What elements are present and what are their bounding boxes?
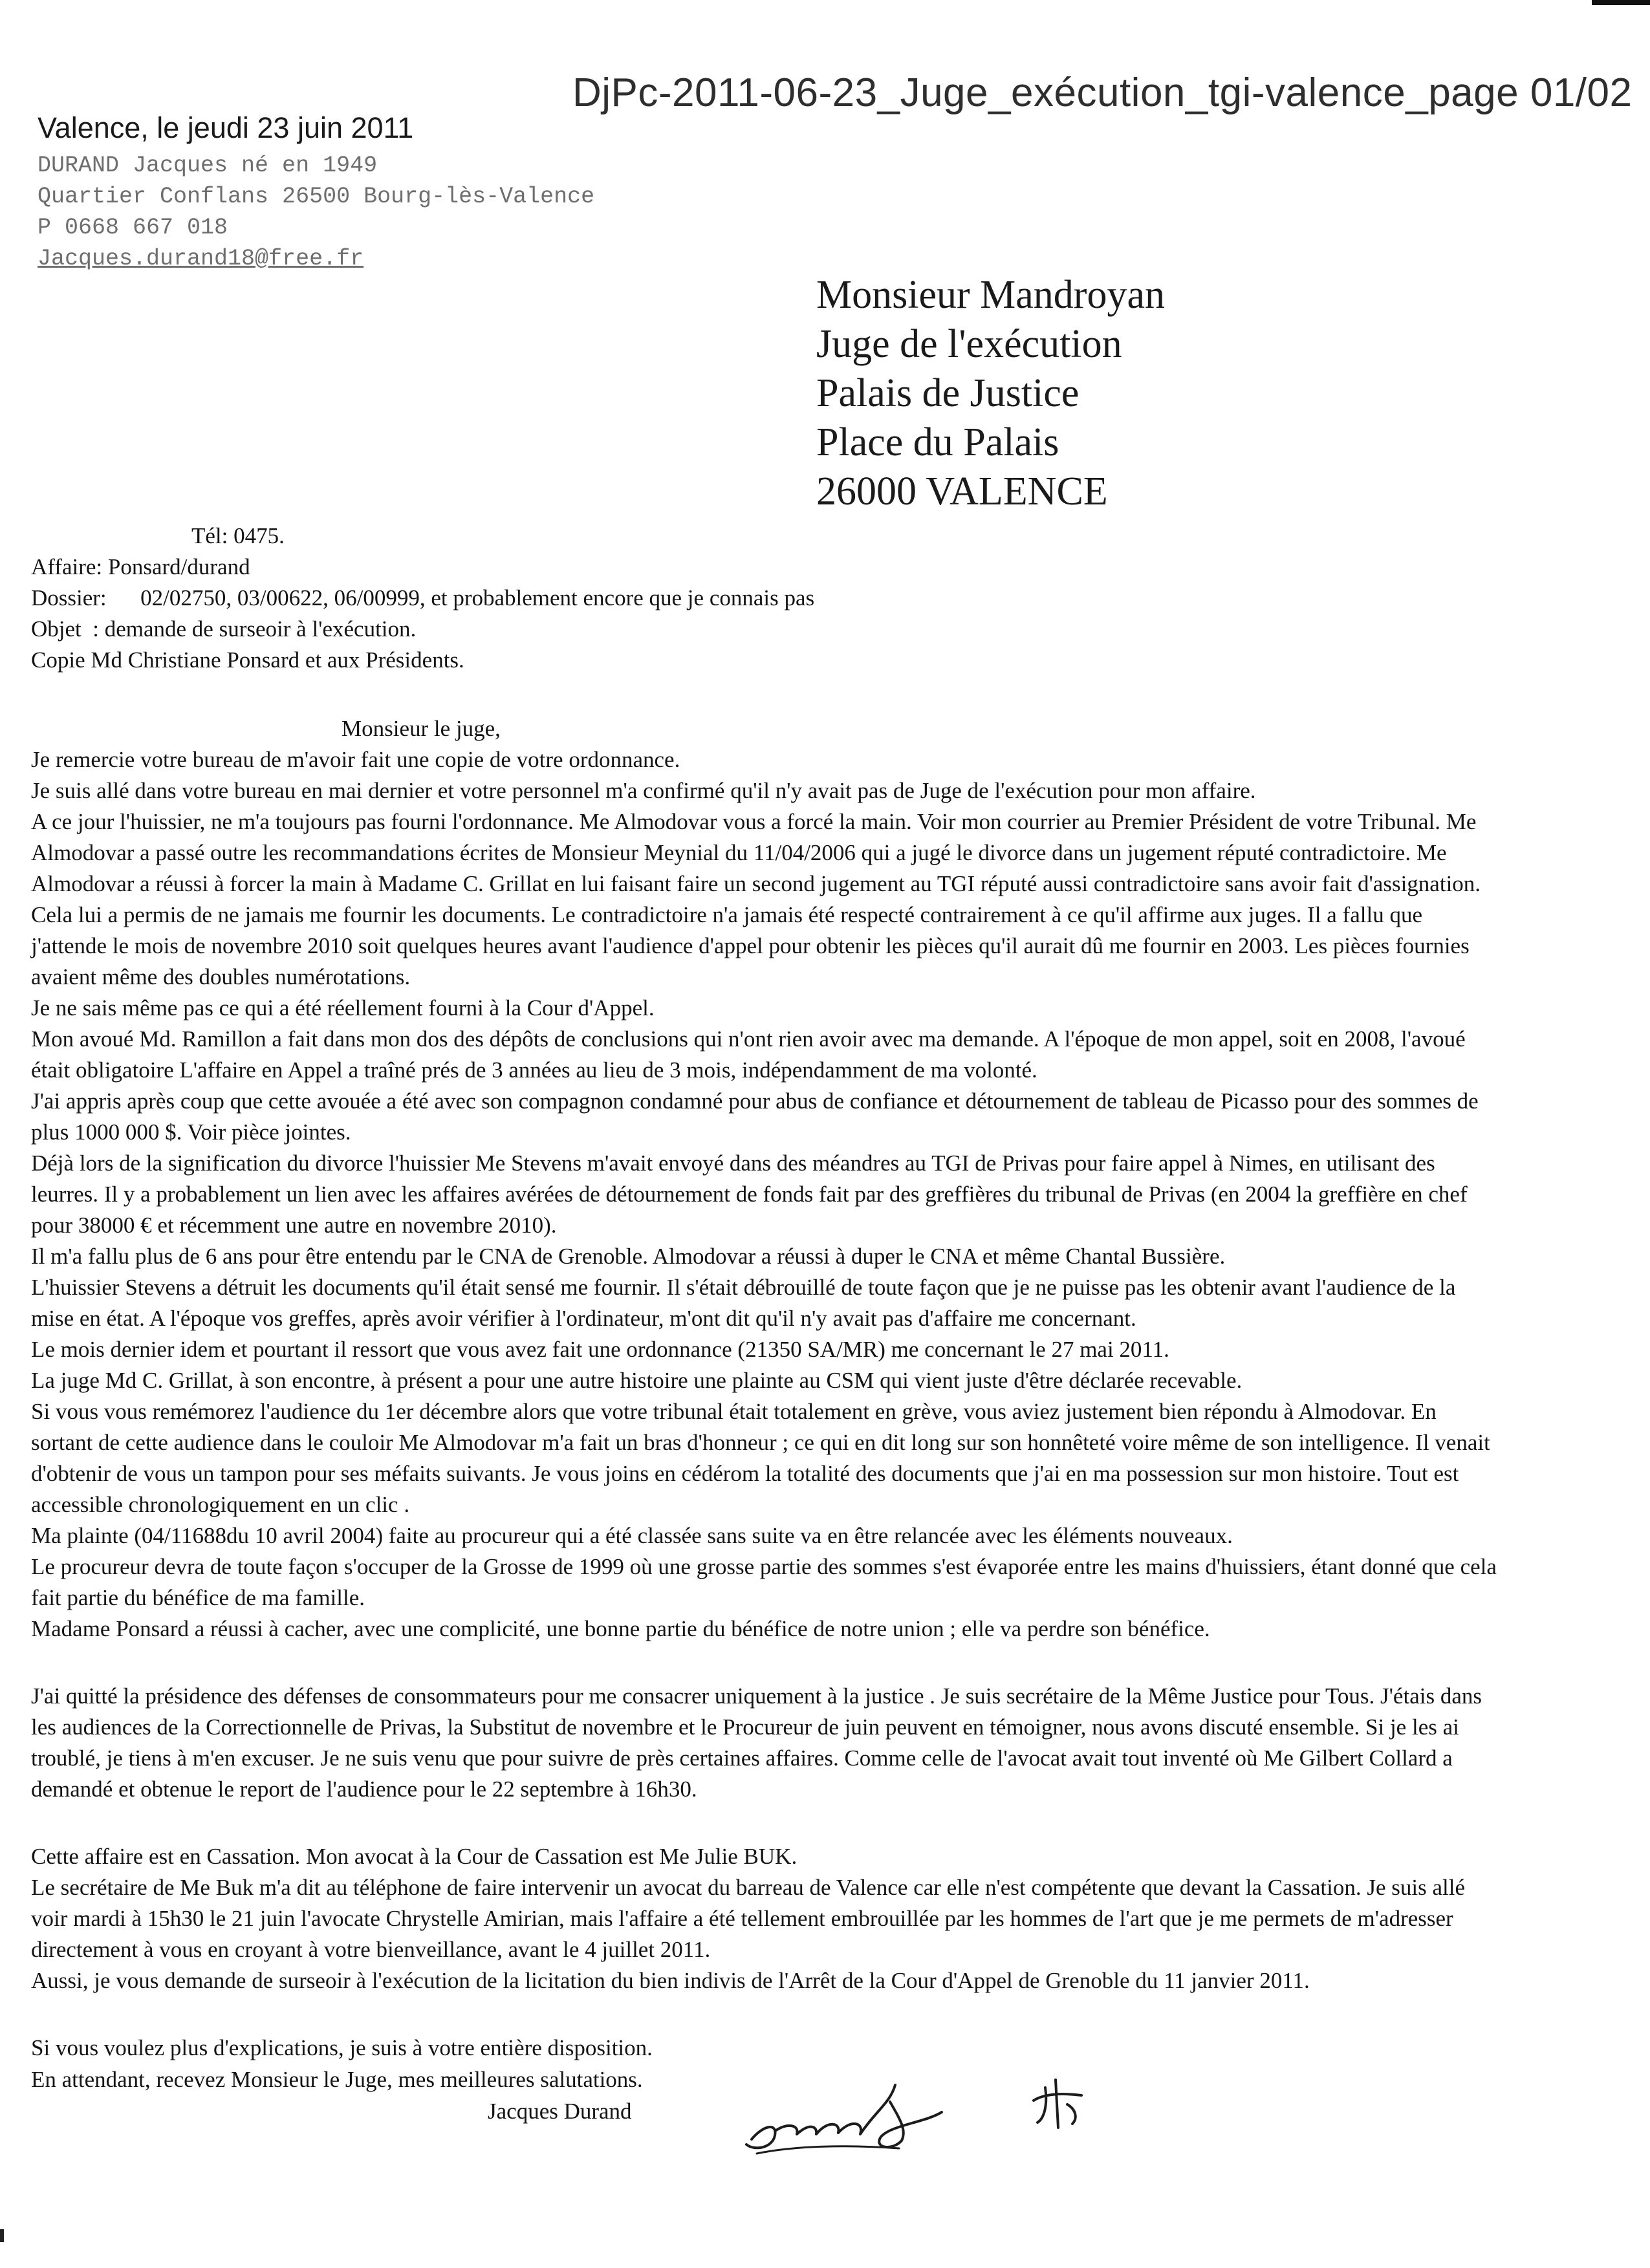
recipient-line: 26000 VALENCE <box>816 470 1108 513</box>
body-paragraph: Si vous vous remémorez l'audience du 1er décembre alors que votre tribunal était totalement en grève, vous aviez justement bien répondu à Almodovar. En sortant de cette audience dans le couloir Me Almodovar m'a fait un bras d'honneur ; ce qui en dit long sur son honnêteté voire même de son intelligence. Il venait d'obtenir de vous un tampon pour ses méfaits suivants. Je vous joins en cédérom la totalité des documents que j'ai en ma possession sur mon histoire. Tout est accessible chronologiquement en un clic . <box>31 1399 1490 1517</box>
reference-copie: Copie Md Christiane Ponsard et aux Présidents. <box>31 647 464 673</box>
body-paragraph: J'ai appris après coup que cette avouée a été avec son compagnon condamné pour abus de confiance et détournement de tableau de Picasso pour des sommes de plus 1000 000 $. Voir pièce jointes. <box>31 1088 1479 1145</box>
scan-edge-dot <box>0 2229 4 2242</box>
body-paragraph: Déjà lors de la signification du divorce l'huissier Me Stevens m'avait envoyé dans des méandres au TGI de Privas pour faire appel à Nimes, en utilisant des leurres. Il y a probablement un lien avec les affaires avérées de détournement de fonds fait par des greffières du tribunal de Privas (en 2004 la greffière en chef pour 38000 € et récemment une autre en novembre 2010). <box>31 1150 1468 1238</box>
handwritten-initials <box>1022 2075 1093 2133</box>
closing-line: Si vous voulez plus d'explications, je suis à votre entière disposition. <box>31 2035 653 2060</box>
recipient-line: Palais de Justice <box>816 371 1080 415</box>
body-paragraph: Madame Ponsard a réussi à cacher, avec une complicité, une bonne partie du bénéfice de notre union ; elle va perdre son bénéfice. <box>31 1616 1210 1641</box>
body-paragraph: Cette affaire est en Cassation. Mon avocat à la Cour de Cassation est Me Julie BUK. <box>31 1844 798 1869</box>
body-paragraph: Je ne sais même pas ce qui a été réellement fourni à la Cour d'Appel. <box>31 995 655 1021</box>
body-paragraph: Ma plainte (04/11688du 10 avril 2004) faite au procureur qui a été classée sans suite va en être relancée avec les éléments nouveaux. <box>31 1523 1233 1548</box>
body-paragraph: Le mois dernier idem et pourtant il ressort que vous avez fait une ordonnance (21350 SA/MR) me concernant le 27 mai 2011. <box>31 1337 1169 1362</box>
body-paragraph: Mon avoué Md. Ramillon a fait dans mon dos des dépôts de conclusions qui n'ont rien avoir avec ma demande. A l'époque de mon appel, soit en 2008, l'avoué était obligatoire L'affaire en Appel a traîné prés de 3 années au lieu de 3 mois, indépendamment de ma volonté. <box>31 1026 1466 1083</box>
scan-edge-mark <box>1592 0 1650 5</box>
reference-affaire: Affaire: Ponsard/durand <box>31 554 250 579</box>
body-paragraph: La juge Md C. Grillat, à son encontre, à présent a pour une autre histoire une plainte au CSM qui vient juste d'être déclarée recevable. <box>31 1368 1243 1393</box>
reference-block <box>31 521 814 676</box>
letter-body <box>31 713 1499 1996</box>
sender-email: Jacques.durand18@free.fr <box>38 246 364 272</box>
reference-objet: Objet : demande de surseoir à l'exécution. <box>31 616 417 642</box>
sender-phone: P 0668 667 018 <box>38 215 228 241</box>
body-paragraph: L'huissier Stevens a détruit les documents qu'il était sensé me fournir. Il s'était débrouillé de toute façon que je ne puisse pas les obtenir avant l'audience de la mise en état. A l'époque vos greffes, après avoir vérifier à l'ordinateur, m'ont dit qu'il n'y avait pas d'affaire me concernant. <box>31 1275 1456 1331</box>
salutation: Monsieur le juge, <box>342 716 501 741</box>
document-id-header: DjPc-2011-06-23_Juge_exécution_tgi-valence_page 01/02 <box>572 70 1633 115</box>
place-date: Valence, le jeudi 23 juin 2011 <box>38 111 414 144</box>
recipient-block <box>816 270 1165 516</box>
recipient-line: Monsieur Mandroyan <box>816 273 1165 317</box>
body-paragraph: Aussi, je vous demande de surseoir à l'exécution de la licitation du bien indivis de l'Arrêt de la Cour d'Appel de Grenoble du 11 janvier 2011. <box>31 1968 1310 1993</box>
sender-name: DURAND Jacques né en 1949 <box>38 153 378 178</box>
body-paragraph: Je remercie votre bureau de m'avoir fait une copie de votre ordonnance. <box>31 747 680 772</box>
sender-address: Quartier Conflans 26500 Bourg-lès-Valence <box>38 184 595 210</box>
handwritten-signature <box>737 2063 951 2160</box>
recipient-line: Place du Palais <box>816 420 1059 464</box>
paragraph-gap <box>31 1805 1499 1841</box>
body-paragraph: Il m'a fallu plus de 6 ans pour être entendu par le CNA de Grenoble. Almodovar a réussi à duper le CNA et même Chantal Bussière. <box>31 1244 1226 1269</box>
closing-block <box>31 2032 653 2127</box>
body-paragraph: Le secrétaire de Me Buk m'a dit au téléphone de faire intervenir un avocat du barreau de Valence car elle n'est compétente que devant la Cassation. Je suis allé voir mardi à 15h30 le 21 juin l'avocate Chrystelle Amirian, mais l'affaire a été tellement embrouillée par les hommes de l'art que je me permets de m'adresser directement à vous en croyant à votre bienveillance, avant le 4 juillet 2011. <box>31 1875 1466 1962</box>
body-paragraph: Le procureur devra de toute façon s'occuper de la Grosse de 1999 où une grosse partie des sommes s'est évaporée entre les mains d'huissiers, étant donné que cela fait partie du bénéfice de ma famille. <box>31 1554 1497 1610</box>
reference-dossier: Dossier: 02/02750, 03/00622, 06/00999, et probablement encore que je connais pas <box>31 585 815 610</box>
signer-name: Jacques Durand <box>488 2099 632 2124</box>
closing-line: En attendant, recevez Monsieur le Juge, mes meilleures salutations. <box>31 2067 643 2092</box>
body-paragraph: Je suis allé dans votre bureau en mai dernier et votre personnel m'a confirmé qu'il n'y avait pas de Juge de l'exécution pour mon affaire. <box>31 778 1256 803</box>
body-paragraph: A ce jour l'huissier, ne m'a toujours pas fourni l'ordonnance. Me Almodovar vous a forcé la main. Voir mon courrier au Premier Président de votre Tribunal. Me Almodovar a passé outre les recommandations écrites de Monsieur Meynial du 11/04/2006 qui a jugé le divorce dans un jugement réputé contradictoire. Me Almodovar a réussi à forcer la main à Madame C. Grillat en lui faisant faire un second jugement au TGI réputé aussi contradictoire sans avoir fait d'assignation. Cela lui a permis de ne jamais me fournir les documents. Le contradictoire n'a jamais été respecté contrairement à ce qu'il affirme aux juges. Il a fallu que j'attende le mois de novembre 2010 soit quelques heures avant l'audience d'appel pour obtenir les pièces qu'il aurait dû me fournir en 2003. Les pièces fournies avaient même des doubles numérotations. <box>31 809 1481 989</box>
body-paragraph: J'ai quitté la présidence des défenses de consommateurs pour me consacrer uniquement à la justice . Je suis secrétaire de la Même Justice pour Tous. J'étais dans les audiences de la Correctionnelle de Privas, la Substitut de novembre et le Procureur de juin peuvent en témoigner, nous avons discuté ensemble. Si je les ai troublé, je tiens à m'en excuser. Je ne suis venu que pour suivre de près certaines affaires. Comme celle de l'avocat avait tout inventé où Me Gilbert Collard a demandé et obtenue le report de l'audience pour le 22 septembre à 16h30. <box>31 1683 1482 1802</box>
reference-tel: Tél: 0475. <box>191 523 285 548</box>
paragraph-gap <box>31 1645 1499 1681</box>
recipient-line: Juge de l'exécution <box>816 322 1122 366</box>
sender-block <box>38 150 594 274</box>
